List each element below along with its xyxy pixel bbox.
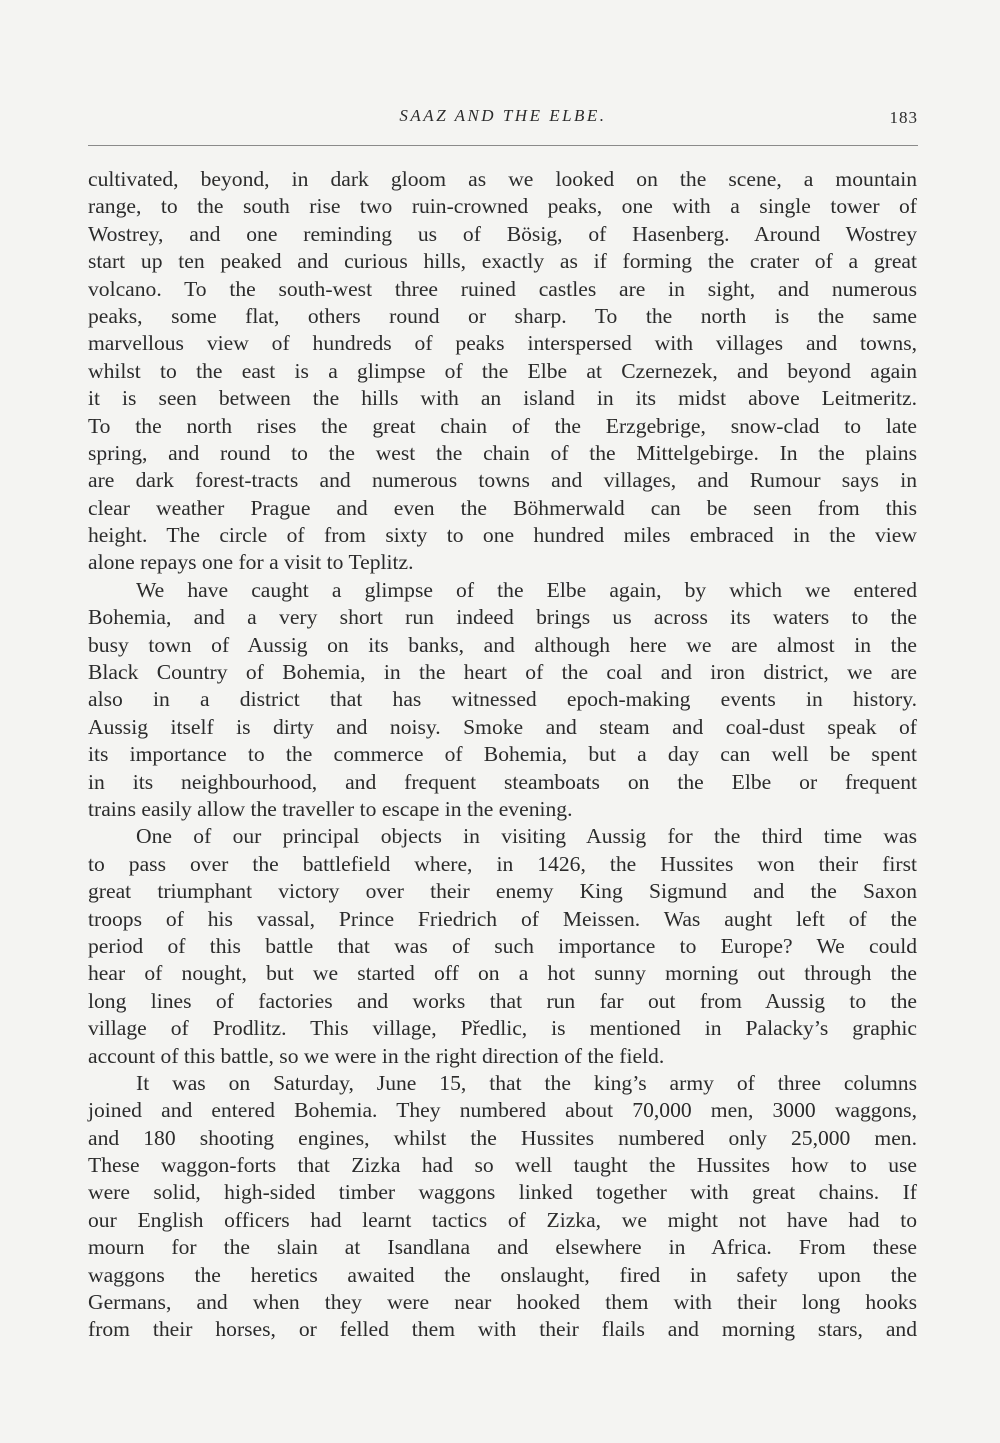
paragraph bbox=[88, 823, 917, 1070]
text-line: It was on Saturday, June 15, that the king’s army of three columns bbox=[136, 1070, 917, 1095]
text-line: range, to the south rise two ruin-crowned peaks, one with a single tower of bbox=[88, 194, 917, 219]
text-line: joined and entered Bohemia. They numbered about 70,000 men, 3000 waggons, bbox=[88, 1098, 917, 1123]
text-line: These waggon-forts that Zizka had so well taught the Hussites how to use bbox=[88, 1153, 917, 1178]
text-line: clear weather Prague and even the Böhmerwald can be seen from this bbox=[88, 495, 917, 520]
text-line: Bohemia, and a very short run indeed brings us across its waters to the bbox=[88, 605, 917, 630]
text-line: and 180 shooting engines, whilst the Hussites numbered only 25,000 men. bbox=[88, 1125, 917, 1150]
text-line: spring, and round to the west the chain of the Mittelgebirge. In the plains bbox=[88, 440, 917, 465]
text-line: village of Prodlitz. This village, Předlic, is mentioned in Palacky’s graphic bbox=[88, 1016, 917, 1041]
header-rule bbox=[88, 145, 918, 146]
text-line: in its neighbourhood, and frequent steamboats on the Elbe or frequent bbox=[88, 769, 917, 794]
text-line: great triumphant victory over their enemy King Sigmund and the Saxon bbox=[88, 879, 917, 904]
text-line: One of our principal objects in visiting Aussig for the third time was bbox=[136, 824, 917, 849]
text-line: whilst to the east is a glimpse of the Elbe at Czernezek, and beyond again bbox=[88, 358, 917, 383]
text-line: start up ten peaked and curious hills, exactly as if forming the crater of a great bbox=[88, 249, 917, 274]
text-line: are dark forest-tracts and numerous towns and villages, and Rumour says in bbox=[88, 468, 917, 493]
text-line: marvellous view of hundreds of peaks interspersed with villages and towns, bbox=[88, 331, 917, 356]
text-line: it is seen between the hills with an island in its midst above Leitmeritz. bbox=[88, 386, 917, 411]
text-line: volcano. To the south-west three ruined castles are in sight, and numerous bbox=[88, 276, 917, 301]
text-line: height. The circle of from sixty to one hundred miles embraced in the view bbox=[88, 523, 917, 548]
text-line: mourn for the slain at Isandlana and elsewhere in Africa. From these bbox=[88, 1235, 917, 1260]
paragraph bbox=[88, 166, 917, 577]
text-line: Aussig itself is dirty and noisy. Smoke and steam and coal-dust speak of bbox=[88, 714, 917, 739]
text-line: long lines of factories and works that run far out from Aussig to the bbox=[88, 988, 917, 1013]
text-line: busy town of Aussig on its banks, and although here we are almost in the bbox=[88, 632, 917, 657]
text-line: account of this battle, so we were in the right direction of the field. bbox=[88, 1043, 665, 1068]
text-line: troops of his vassal, Prince Friedrich of Meissen. Was aught left of the bbox=[88, 906, 917, 931]
page-number: 183 bbox=[889, 108, 918, 127]
text-line: Wostrey, and one reminding us of Bösig, of Hasenberg. Around Wostrey bbox=[88, 221, 917, 246]
text-line: alone repays one for a visit to Teplitz. bbox=[88, 550, 414, 575]
running-title: SAAZ AND THE ELBE. bbox=[399, 106, 607, 125]
text-line: from their horses, or felled them with their flails and morning stars, and bbox=[88, 1317, 917, 1342]
text-line: peaks, some flat, others round or sharp. To the north is the same bbox=[88, 303, 917, 328]
text-line: trains easily allow the traveller to escape in the evening. bbox=[88, 796, 573, 821]
text-line: hear of nought, but we started off on a hot sunny morning out through the bbox=[88, 961, 917, 986]
text-line: period of this battle that was of such importance to Europe? We could bbox=[88, 933, 917, 958]
running-head bbox=[88, 106, 918, 136]
paragraph bbox=[88, 1070, 917, 1344]
body-text bbox=[88, 166, 917, 1344]
text-line: We have caught a glimpse of the Elbe again, by which we entered bbox=[136, 577, 917, 602]
text-line: Black Country of Bohemia, in the heart of the coal and iron district, we are bbox=[88, 660, 917, 685]
text-line: waggons the heretics awaited the onslaught, fired in safety upon the bbox=[88, 1262, 917, 1287]
text-line: were solid, high-sided timber waggons linked together with great chains. If bbox=[88, 1180, 917, 1205]
paragraph bbox=[88, 577, 917, 824]
text-line: To the north rises the great chain of the Erzgebrige, snow-clad to late bbox=[88, 413, 917, 438]
text-line: our English officers had learnt tactics of Zizka, we might not have had to bbox=[88, 1207, 917, 1232]
text-line: also in a district that has witnessed epoch-making events in history. bbox=[88, 687, 917, 712]
text-line: Germans, and when they were near hooked them with their long hooks bbox=[88, 1290, 917, 1315]
text-line: cultivated, beyond, in dark gloom as we looked on the scene, a mountain bbox=[88, 167, 917, 191]
text-line: to pass over the battlefield where, in 1426, the Hussites won their first bbox=[88, 851, 917, 876]
text-line: its importance to the commerce of Bohemia, but a day can well be spent bbox=[88, 742, 917, 767]
